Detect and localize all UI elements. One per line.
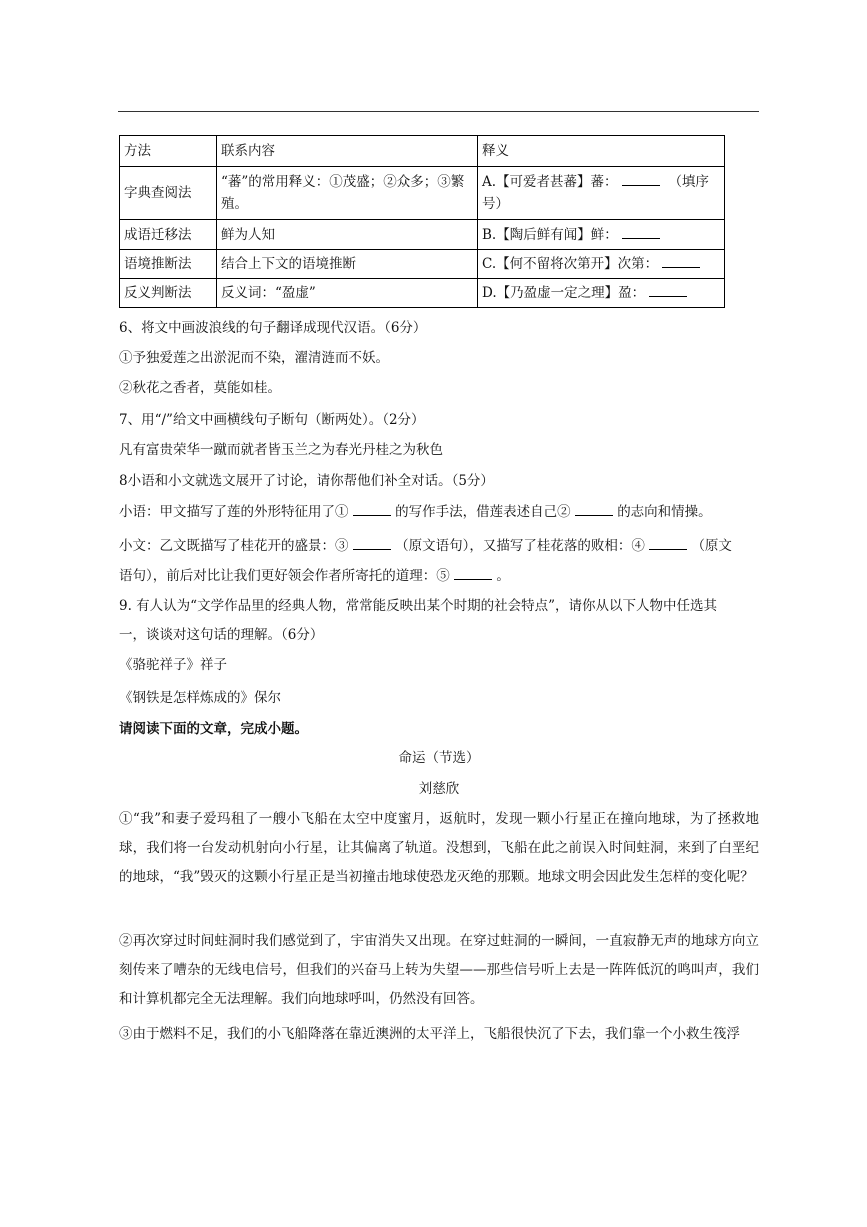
table-row bbox=[120, 250, 725, 279]
q7-title: 7、用“/”给文中画横线句子断句（断两处）。（2分） bbox=[119, 412, 425, 428]
answer-note: （填序号） bbox=[482, 174, 709, 212]
method-table bbox=[119, 135, 725, 308]
answer-cell bbox=[478, 220, 725, 250]
q8-blank-3[interactable] bbox=[353, 535, 391, 550]
article-paragraph-2: ②再次穿过时间蛀洞时我们感觉到了，宇宙消失又出现。在穿过蛀洞的一瞬间，一直寂静无声的地球方向立刻传来了嘈杂的无线电信号，但我们的兴奋马上转为失望——那些信号听上去是一阵阵低沉的鸣叫声，我们和计算机都完全无法理解。我们向地球呼叫，仍然没有回答。 bbox=[119, 933, 759, 1007]
q8-xiaowen-e: 。 bbox=[496, 568, 510, 584]
q9-title-2: 一，谈谈对这句话的理解。（6分） bbox=[119, 627, 324, 643]
answer-blank[interactable] bbox=[662, 253, 700, 268]
answer-cell bbox=[478, 279, 725, 308]
article-author: 刘慈欣 bbox=[418, 781, 460, 797]
q8-xiaoyu bbox=[119, 498, 759, 526]
q7-text: 凡有富贵荣华一蹴而就者皆玉兰之为春光丹桂之为秋色 bbox=[119, 442, 443, 458]
article-title: 命运（节选） bbox=[398, 750, 480, 766]
q8-blank-1[interactable] bbox=[353, 501, 391, 516]
article-paragraph-3: ③由于燃料不足，我们的小飞船降落在靠近澳洲的太平洋上，飞船很快沉了下去，我们靠一个小救生筏浮 bbox=[119, 1026, 740, 1042]
answer-cell bbox=[478, 167, 725, 220]
method-cell: 成语迁移法 bbox=[120, 220, 217, 250]
q8-blank-4[interactable] bbox=[649, 535, 687, 550]
answer-blank[interactable] bbox=[622, 224, 660, 239]
q8-title: 8小语和小文就选文展开了讨论，请你帮他们补全对话。（5分） bbox=[119, 473, 494, 489]
q6-sentence-2: ②秋花之香者，莫能如桂。 bbox=[119, 380, 281, 396]
q8-xiaowen-a: 小文：乙文既描写了桂花开的盛景：③ bbox=[119, 538, 349, 554]
answer-text: C.【何不留将次第开】次第： bbox=[482, 256, 659, 272]
method-cell: 字典查阅法 bbox=[120, 167, 217, 220]
header-rule bbox=[118, 111, 759, 112]
content-cell: “蕃”的常用释义：①茂盛；②众多；③繁殖。 bbox=[217, 167, 478, 220]
content-cell: 反义词：“盈虚” bbox=[217, 279, 478, 308]
table-header-cell: 方法 bbox=[120, 136, 217, 167]
q8-xiaowen-cont bbox=[119, 562, 759, 590]
answer-cell bbox=[478, 250, 725, 279]
q6-title: 6、将文中画波浪线的句子翻译成现代汉语。（6分） bbox=[119, 320, 427, 336]
answer-text: D.【乃盈虚一定之理】盈： bbox=[482, 285, 646, 301]
q9-title-1: 9. 有人认为“文学作品里的经典人物，常常能反映出某个时期的社会特点”，请你从以下人物中任选其 bbox=[119, 598, 717, 614]
method-cell: 语境推断法 bbox=[120, 250, 217, 279]
q9-option-2: 《钢铁是怎样炼成的》保尔 bbox=[119, 690, 281, 706]
q8-xiaoyu-c: 的志向和情操。 bbox=[617, 504, 712, 520]
q9-option-1: 《骆驼祥子》祥子 bbox=[119, 657, 227, 673]
table-header-row bbox=[120, 136, 725, 167]
content-cell: 结合上下文的语境推断 bbox=[217, 250, 478, 279]
q8-blank-2[interactable] bbox=[575, 501, 613, 516]
q8-xiaowen-c: （原文 bbox=[691, 538, 732, 554]
table-row bbox=[120, 279, 725, 308]
content-cell: 鲜为人知 bbox=[217, 220, 478, 250]
answer-blank[interactable] bbox=[649, 282, 687, 297]
table-row bbox=[120, 220, 725, 250]
article-paragraph-1: ①“我”和妻子爱玛租了一艘小飞船在太空中度蜜月，返航时，发现一颗小行星正在撞向地球，为了拯救地球，我们将一台发动机射向小行星，让其偏离了轨道。没想到，飞船在此之前误入时间蛀洞，来到了白垩纪的地球，“我”毁灭的这颗小行星正是当初撞击地球使恐龙灭绝的那颗。地球文明会因此发生怎样的变化呢？ bbox=[119, 811, 759, 885]
q8-xiaowen-b: （原文语句），又描写了桂花落的败相：④ bbox=[395, 538, 645, 554]
q8-xiaowen bbox=[119, 532, 759, 560]
table-header-cell: 释义 bbox=[478, 136, 725, 167]
table-row bbox=[120, 167, 725, 220]
answer-blank[interactable] bbox=[622, 171, 660, 186]
table-header-cell: 联系内容 bbox=[217, 136, 478, 167]
answer-text: B.【陶后鲜有闻】鲜： bbox=[482, 226, 618, 243]
method-cell: 反义判断法 bbox=[120, 279, 217, 308]
q6-sentence-1: ①予独爱莲之出淤泥而不染，濯清涟而不妖。 bbox=[119, 350, 389, 366]
q8-xiaoyu-a: 小语：甲文描写了莲的外形特征用了① bbox=[119, 504, 349, 520]
reading-instruction: 请阅读下面的文章，完成小题。 bbox=[119, 721, 308, 737]
answer-text: A.【可爱者甚蕃】蕃： bbox=[482, 174, 618, 190]
q8-blank-5[interactable] bbox=[454, 565, 492, 580]
q8-xiaoyu-b: 的写作手法，借莲表述自己② bbox=[395, 504, 571, 520]
q8-xiaowen-d: 语句），前后对比让我们更好领会作者所寄托的道理：⑤ bbox=[119, 568, 450, 584]
